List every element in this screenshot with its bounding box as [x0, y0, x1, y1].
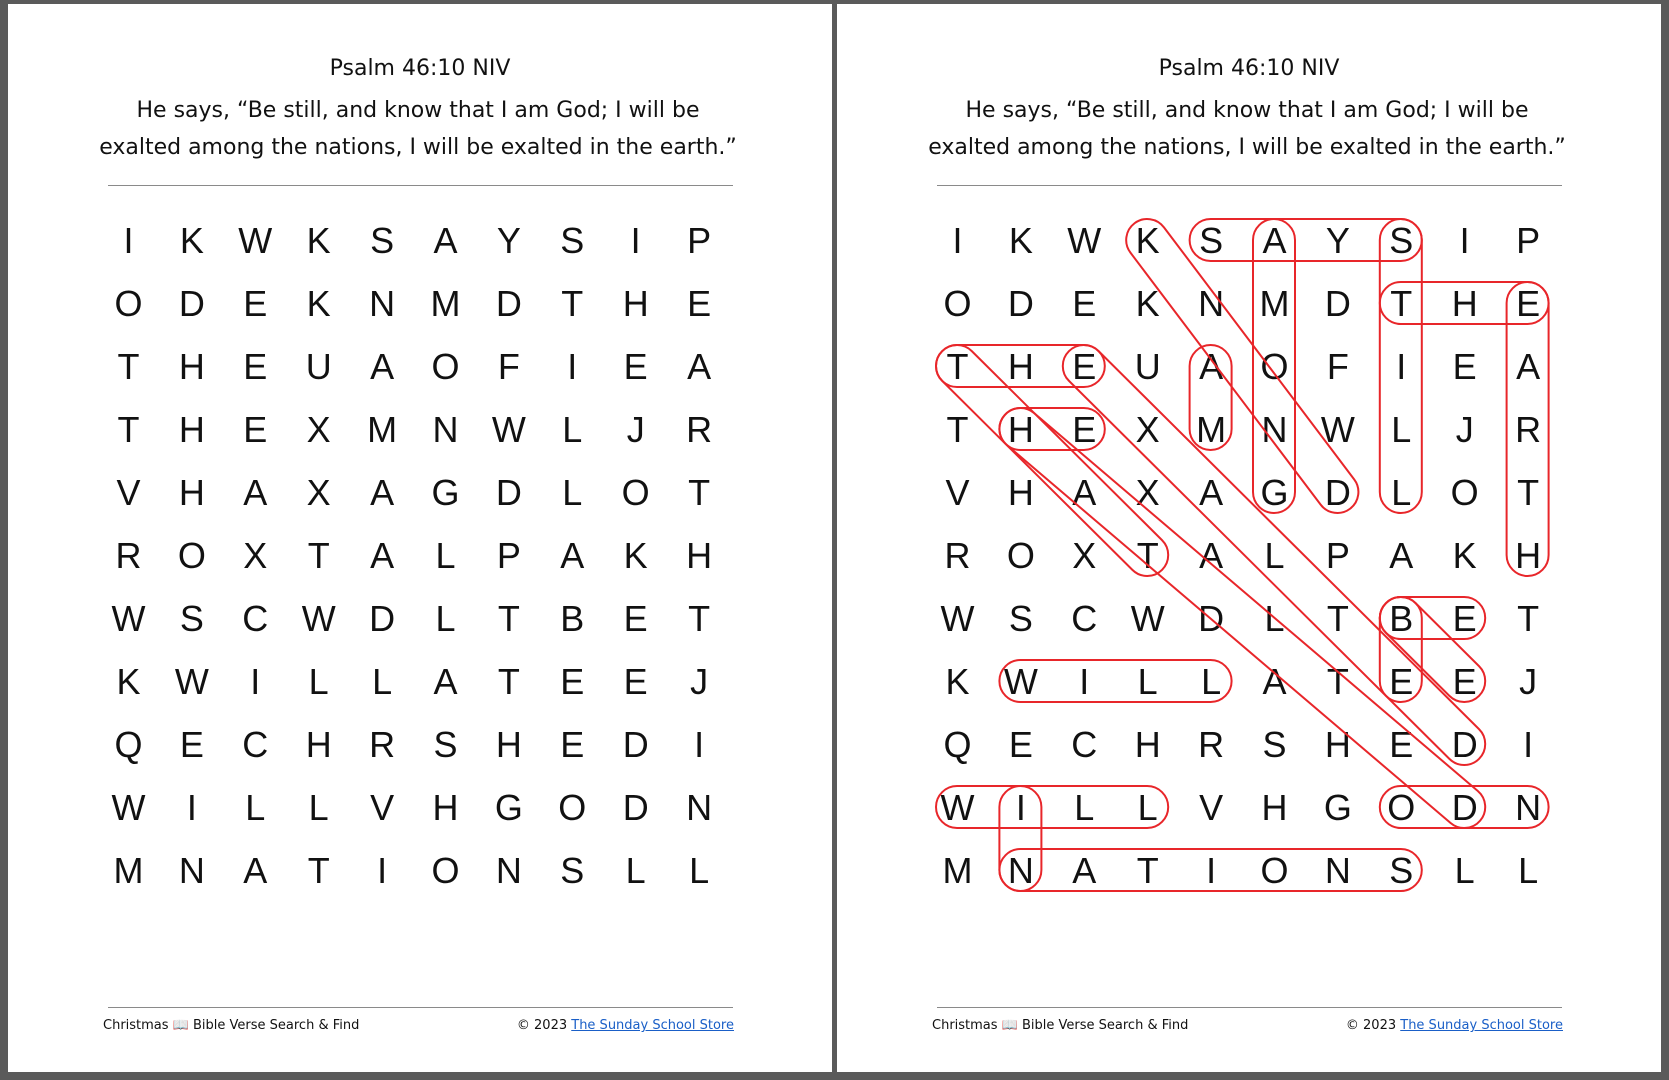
grid-letter: E — [1008, 723, 1033, 765]
grid-letter: A — [243, 471, 268, 513]
grid-letter: I — [1523, 723, 1534, 765]
grid-letter: A — [1199, 345, 1224, 387]
grid-letter: F — [1326, 345, 1349, 387]
grid-letter: E — [560, 660, 585, 702]
grid-letter: K — [1452, 534, 1477, 576]
grid-letter: L — [308, 660, 329, 702]
grid-letter: X — [1135, 408, 1160, 450]
grid-letter: O — [943, 282, 972, 324]
grid-letter: P — [1325, 534, 1350, 576]
grid-letter: S — [433, 723, 458, 765]
grid-letter: L — [689, 849, 710, 891]
footer-title: Christmas 📖 Bible Verse Search & Find — [932, 1018, 1189, 1033]
grid-letter: N — [1515, 786, 1542, 828]
grid-letter: G — [494, 786, 523, 828]
grid-letter: T — [1517, 597, 1540, 639]
grid-letter: D — [495, 471, 522, 513]
grid-letter: V — [945, 471, 970, 513]
grid-letter: L — [1454, 849, 1475, 891]
grid-letter: I — [1459, 219, 1470, 261]
grid-letter: E — [623, 597, 648, 639]
divider — [937, 1007, 1562, 1008]
grid-letter: K — [1135, 282, 1160, 324]
letter-grid — [837, 4, 1661, 1072]
grid-letter: J — [1455, 408, 1474, 450]
grid-letter: L — [1137, 786, 1158, 828]
grid-letter: H — [1261, 786, 1288, 828]
grid-letter: S — [1389, 849, 1414, 891]
grid-letter: W — [1003, 660, 1038, 702]
grid-letter: L — [435, 534, 456, 576]
grid-letter: L — [1264, 597, 1285, 639]
answer-key-page — [837, 4, 1661, 1072]
verse-text: He says, “Be still, and know that I am God; I will be exalted among the nations, I will be exalted in the earth.” — [928, 98, 1566, 160]
grid-letter: J — [690, 660, 709, 702]
grid-letter: S — [560, 849, 585, 891]
grid-letter: H — [1007, 471, 1034, 513]
grid-letter: W — [111, 786, 146, 828]
grid-letter: A — [243, 849, 268, 891]
grid-letter: H — [178, 408, 205, 450]
grid-letter: R — [944, 534, 971, 576]
grid-letter: G — [1260, 471, 1289, 513]
grid-letter: H — [686, 534, 713, 576]
grid-letter: T — [688, 597, 711, 639]
grid-letter: R — [1198, 723, 1225, 765]
grid-letter: E — [623, 660, 648, 702]
grid-letter: A — [370, 471, 395, 513]
grid-letter: J — [626, 408, 645, 450]
grid-letter: D — [1198, 597, 1225, 639]
grid-letter: N — [1261, 408, 1288, 450]
grid-letter: E — [1452, 660, 1477, 702]
grid-letter: W — [940, 597, 975, 639]
grid-letter: S — [1008, 597, 1033, 639]
grid-letter: W — [491, 408, 526, 450]
grid-letter: T — [1326, 597, 1349, 639]
grid-letter: E — [1389, 723, 1414, 765]
grid-letter: A — [1199, 534, 1224, 576]
grid-letter: E — [243, 345, 268, 387]
grid-letter: P — [496, 534, 521, 576]
grid-letter: I — [377, 849, 388, 891]
grid-letter: H — [432, 786, 459, 828]
grid-letter: E — [243, 408, 268, 450]
grid-letter: D — [1451, 786, 1478, 828]
grid-letter: I — [1396, 345, 1407, 387]
grid-letter: N — [1324, 849, 1351, 891]
grid-letter: E — [1452, 597, 1477, 639]
grid-letter: A — [1262, 660, 1287, 702]
grid-letter: L — [1201, 660, 1222, 702]
grid-letter: W — [111, 597, 146, 639]
grid-letter: I — [186, 786, 197, 828]
grid-letter: W — [940, 786, 975, 828]
grid-letter: E — [623, 345, 648, 387]
grid-letter: T — [497, 597, 520, 639]
grid-letter: Q — [943, 723, 972, 765]
grid-letter: A — [560, 534, 585, 576]
grid-letter: L — [1391, 471, 1412, 513]
grid-letter: E — [1072, 282, 1097, 324]
grid-letter: N — [1007, 849, 1034, 891]
grid-letter: X — [1072, 534, 1097, 576]
grid-letter: D — [622, 723, 649, 765]
grid-letter: A — [433, 219, 458, 261]
grid-letter: R — [686, 408, 713, 450]
grid-letter: P — [687, 219, 712, 261]
grid-letter: N — [686, 786, 713, 828]
grid-letter: H — [1007, 345, 1034, 387]
grid-letter: N — [432, 408, 459, 450]
grid-letter: I — [952, 219, 963, 261]
grid-letter: A — [433, 660, 458, 702]
grid-letter: N — [178, 849, 205, 891]
grid-letter: K — [945, 660, 970, 702]
grid-letter: Y — [1325, 219, 1350, 261]
grid-letter: R — [115, 534, 142, 576]
grid-letter: L — [1137, 660, 1158, 702]
grid-letter: I — [250, 660, 261, 702]
grid-letter: T — [117, 408, 140, 450]
grid-letter: W — [174, 660, 209, 702]
verse-reference: Psalm 46:10 NIV — [1158, 56, 1340, 81]
grid-letter: L — [562, 471, 583, 513]
grid-letter: L — [1074, 786, 1095, 828]
grid-letter: A — [1516, 345, 1541, 387]
grid-letter: H — [1515, 534, 1542, 576]
grid-letter: H — [1134, 723, 1161, 765]
grid-letter: H — [178, 471, 205, 513]
grid-letter: R — [369, 723, 396, 765]
grid-letter: T — [307, 534, 330, 576]
footer-copyright — [1346, 1018, 1563, 1033]
grid-letter: L — [625, 849, 646, 891]
grid-letter: D — [622, 786, 649, 828]
grid-letter: W — [1130, 597, 1165, 639]
letter-grid — [8, 4, 832, 1072]
grid-letter: O — [114, 282, 143, 324]
grid-letter: O — [177, 534, 206, 576]
grid-letter: A — [1389, 534, 1414, 576]
grid-letter: E — [1072, 345, 1097, 387]
grid-letter: D — [1451, 723, 1478, 765]
footer-title: Christmas 📖 Bible Verse Search & Find — [103, 1018, 360, 1033]
grid-letter: H — [178, 345, 205, 387]
grid-letter: O — [1006, 534, 1035, 576]
grid-letter: E — [687, 282, 712, 324]
grid-letter: D — [1324, 282, 1351, 324]
grid-letter: S — [1199, 219, 1224, 261]
grid-letter: A — [370, 534, 395, 576]
grid-letter: S — [1262, 723, 1287, 765]
grid-letter: R — [1515, 408, 1542, 450]
grid-letter: L — [1391, 408, 1412, 450]
grid-letter: T — [307, 849, 330, 891]
grid-letter: W — [1067, 219, 1102, 261]
grid-letter: L — [435, 597, 456, 639]
grid-letter: L — [1518, 849, 1539, 891]
grid-letter: D — [1324, 471, 1351, 513]
grid-letter: Q — [114, 723, 143, 765]
grid-letter: D — [495, 282, 522, 324]
grid-letter: O — [431, 345, 460, 387]
grid-letter: V — [370, 786, 395, 828]
grid-letter: I — [1206, 849, 1217, 891]
copyright-text: © 2023 — [1345, 1018, 1397, 1033]
grid-letter: S — [1389, 219, 1414, 261]
grid-letter: G — [431, 471, 460, 513]
grid-letter: T — [1390, 282, 1413, 324]
grid-letter: T — [1136, 849, 1159, 891]
grid-letter: O — [621, 471, 650, 513]
grid-letter: M — [367, 408, 398, 450]
grid-letter: O — [558, 786, 587, 828]
grid-letter: E — [1389, 660, 1414, 702]
grid-letter: J — [1519, 660, 1538, 702]
divider — [108, 1007, 733, 1008]
grid-letter: W — [301, 597, 336, 639]
footer-copyright — [517, 1018, 734, 1033]
grid-letter: H — [1007, 408, 1034, 450]
grid-letter: K — [1008, 219, 1033, 261]
grid-letter: D — [369, 597, 396, 639]
verse-reference: Psalm 46:10 NIV — [329, 56, 511, 81]
grid-letter: D — [178, 282, 205, 324]
grid-letter: M — [1259, 282, 1290, 324]
grid-letter: K — [1135, 219, 1160, 261]
grid-letter: X — [243, 534, 268, 576]
grid-letter: E — [1452, 345, 1477, 387]
grid-letter: K — [306, 282, 331, 324]
grid-letter: T — [117, 345, 140, 387]
grid-letter: K — [623, 534, 648, 576]
grid-letter: H — [622, 282, 649, 324]
grid-letter: I — [567, 345, 578, 387]
store-link[interactable]: The Sunday School Store — [1400, 1018, 1563, 1033]
grid-letter: L — [308, 786, 329, 828]
grid-letter: T — [946, 345, 969, 387]
grid-letter: F — [497, 345, 520, 387]
grid-letter: H — [1451, 282, 1478, 324]
grid-letter: S — [560, 219, 585, 261]
grid-letter: C — [242, 723, 269, 765]
grid-letter: K — [179, 219, 204, 261]
grid-letter: H — [305, 723, 332, 765]
grid-letter: E — [560, 723, 585, 765]
grid-letter: K — [306, 219, 331, 261]
grid-letter: G — [1323, 786, 1352, 828]
grid-letter: C — [1071, 723, 1098, 765]
grid-letter: E — [243, 282, 268, 324]
grid-letter: T — [1136, 534, 1159, 576]
grid-letter: S — [370, 219, 395, 261]
grid-letter: X — [306, 471, 331, 513]
grid-letter: C — [1071, 597, 1098, 639]
copyright-text: © 2023 — [516, 1018, 568, 1033]
grid-letter: W — [1320, 408, 1355, 450]
grid-letter: T — [497, 660, 520, 702]
grid-letter: S — [179, 597, 204, 639]
grid-letter: B — [1389, 597, 1414, 639]
verse-text: He says, “Be still, and know that I am God; I will be exalted among the nations, I will be exalted in the earth.” — [99, 98, 737, 160]
grid-letter: L — [245, 786, 266, 828]
grid-letter: X — [1135, 471, 1160, 513]
grid-letter: E — [1516, 282, 1541, 324]
grid-letter: T — [561, 282, 584, 324]
grid-letter: N — [495, 849, 522, 891]
grid-letter: E — [179, 723, 204, 765]
grid-letter: E — [1072, 408, 1097, 450]
grid-letter: U — [1134, 345, 1161, 387]
grid-letter: O — [1450, 471, 1479, 513]
grid-letter: V — [116, 471, 141, 513]
grid-letter: T — [1326, 660, 1349, 702]
grid-letter: H — [1324, 723, 1351, 765]
grid-letter: L — [372, 660, 393, 702]
grid-letter: N — [1198, 282, 1225, 324]
grid-letter: V — [1199, 786, 1224, 828]
grid-letter: T — [1517, 471, 1540, 513]
grid-letter: D — [1007, 282, 1034, 324]
grid-letter: A — [1072, 849, 1097, 891]
grid-letter: I — [630, 219, 641, 261]
grid-letter: A — [1199, 471, 1224, 513]
grid-letter: I — [694, 723, 705, 765]
grid-letter: P — [1516, 219, 1541, 261]
grid-letter: O — [1260, 849, 1289, 891]
puzzle-page — [8, 4, 832, 1072]
grid-letter: I — [1079, 660, 1090, 702]
grid-letter: A — [1072, 471, 1097, 513]
grid-letter: O — [431, 849, 460, 891]
grid-letter: A — [370, 345, 395, 387]
grid-letter: M — [113, 849, 144, 891]
grid-letter: T — [946, 408, 969, 450]
grid-letter: W — [238, 219, 273, 261]
grid-letter: M — [1196, 408, 1227, 450]
grid-letter: K — [116, 660, 141, 702]
grid-letter: L — [1264, 534, 1285, 576]
grid-letter: I — [123, 219, 134, 261]
grid-letter: A — [1262, 219, 1287, 261]
grid-letter: M — [942, 849, 973, 891]
grid-letter: I — [1015, 786, 1026, 828]
grid-letter: O — [1387, 786, 1416, 828]
grid-letter: L — [562, 408, 583, 450]
grid-letter: H — [495, 723, 522, 765]
grid-letter: U — [305, 345, 332, 387]
grid-letter: A — [687, 345, 712, 387]
grid-letter: O — [1260, 345, 1289, 387]
grid-letter: M — [430, 282, 461, 324]
grid-letter: N — [369, 282, 396, 324]
grid-letter: X — [306, 408, 331, 450]
grid-letter: Y — [496, 219, 521, 261]
grid-letter: T — [688, 471, 711, 513]
grid-letter: C — [242, 597, 269, 639]
grid-letter: B — [560, 597, 585, 639]
store-link[interactable]: The Sunday School Store — [571, 1018, 734, 1033]
